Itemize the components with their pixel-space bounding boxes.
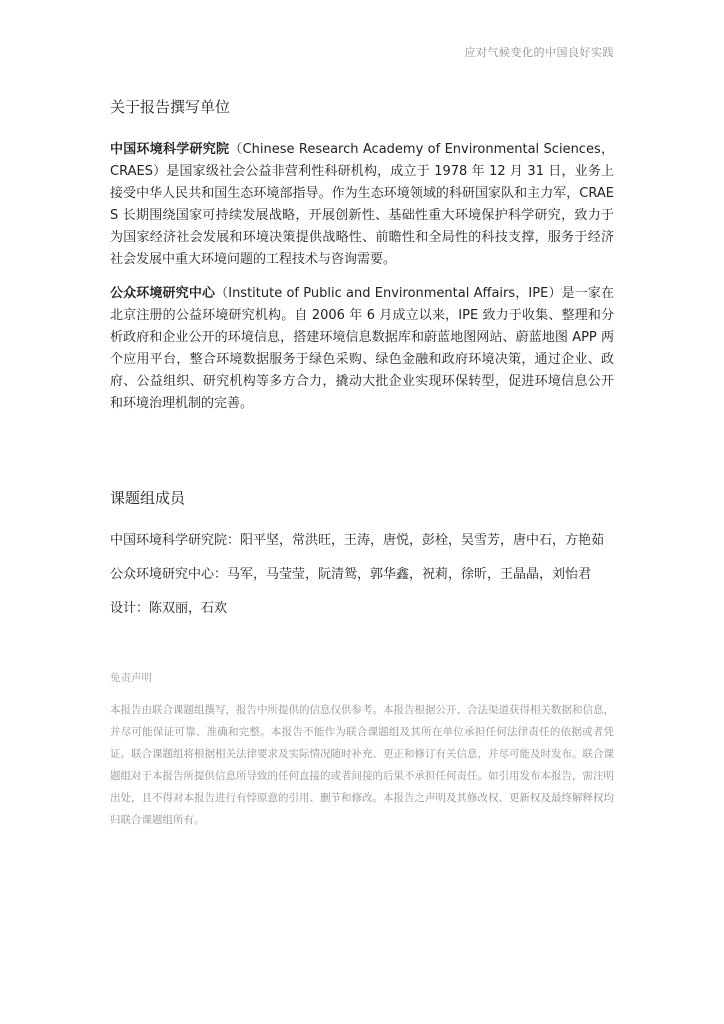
ipe-name: 公众环境研究中心: [110, 286, 216, 301]
team-section-title: 课题组成员: [110, 489, 186, 507]
disclaimer-body: 本报告由联合课题组撰写，报告中所提供的信息仅供参考。本报告根据公开、合法渠道获得相关数据和信息，并尽可能保证可靠、准确和完整。本报告不能作为联合课题组及其所在单位承担任何法律责任的依据或者凭证。联合课题组将根据相关法律要求及实际情况随时补充、更正和修订有关信息，并尽可能及时发布。联合课题组对于本报告所提供信息所导致的任何直接的或者间接的后果不承担任何责任。如引用发布本报告，需注明出处，且不得对本报告进行有悖原意的引用、删节和修改。本报告之声明及其修改权、更新权及最终解释权均归联合课题组所有。: [110, 704, 614, 826]
disclaimer-title: 免责声明: [110, 672, 152, 684]
section-spacer: [110, 427, 614, 487]
craes-members: 中国环境科学研究院：阳平坚，常洪旺，王涛，唐悦，彭栓，吴雪芳，唐中石，方艳茹: [110, 533, 605, 548]
running-header: 应对气候变化的中国良好实践: [464, 46, 614, 59]
ipe-paragraph: [110, 283, 614, 415]
craes-body: （Chinese Research Academy of Environmental Sciences，CRAES）是国家级社会公益非营利性科研机构，成立于 1978 年 12 月 31 日，业务上接受中华人民共和国生态环境部指导。作为生态环境领域的科研国家队和主力军，CRAES 长期围绕国家可持续发展战略，开展创新性、基础性重大环境保护科学研究，致力于为国家经济社会发展和环境决策提供战略性、前瞻性和全局性的科技支撑，服务于经济社会发展中重大环境问题的工程技术与咨询需要。: [110, 142, 614, 267]
about-section-title: 关于报告撰写单位: [110, 98, 231, 116]
ipe-body: （Institute of Public and Environmental Affairs，IPE）是一家在北京注册的公益环境研究机构。自 2006 年 6 月成立以来，IPE 致力于收集、整理和分析政府和企业公开的环境信息，搭建环境信息数据库和蔚蓝地图网站、蔚蓝地图 APP 两个应用平台，整合环境数据服务于绿色采购、绿色金融和政府环境决策，通过企业、政府、公益组织、研究机构等多方合力，撬动大批企业实现环保转型，促进环境信息公开和环境治理机制的完善。: [110, 286, 614, 411]
craes-paragraph: [110, 139, 614, 271]
craes-name: 中国环境科学研究院: [110, 142, 230, 157]
ipe-members: 公众环境研究中心：马军，马莹莹，阮清鸳，郭华鑫，祝莉，徐昕，王晶晶，刘怡君: [110, 567, 592, 582]
page-content: [110, 96, 614, 831]
design-credits: 设计：陈双丽，石欢: [110, 601, 228, 616]
